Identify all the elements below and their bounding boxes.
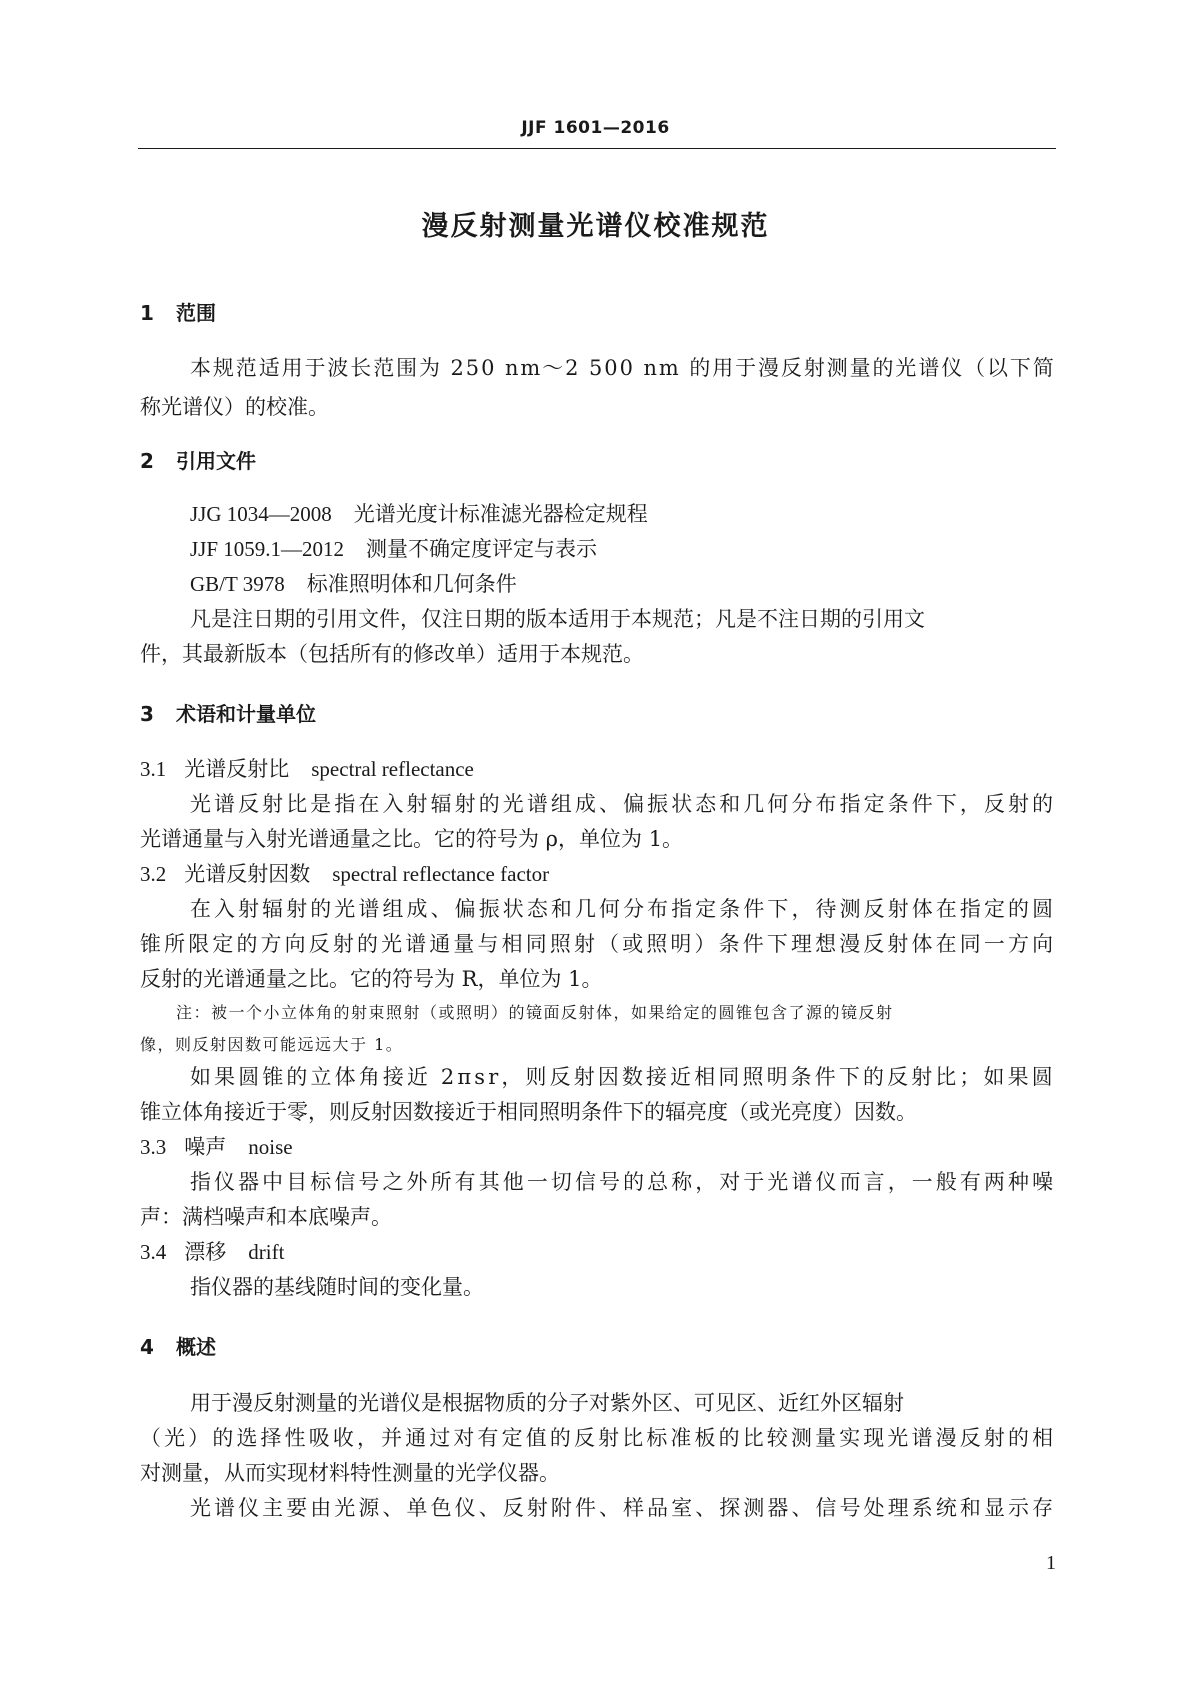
section-title: 术语和计量单位 (176, 702, 316, 726)
term-number: 3.4 (140, 1240, 167, 1264)
term-heading (140, 1132, 293, 1162)
term-number: 3.2 (140, 862, 167, 886)
section-title: 引用文件 (176, 449, 256, 473)
term-number: 3.3 (140, 1135, 167, 1159)
reference-item (190, 534, 597, 564)
paragraph-line: 光谱仪主要由光源、单色仪、反射附件、样品室、探测器、信号处理系统和显示存 (190, 1496, 1057, 1520)
paragraph-line: 光谱反射比是指在入射辐射的光谱组成、偏振状态和几何分布指定条件下，反射的 (190, 792, 1057, 816)
paragraph-line: 声：满档噪声和本底噪声。 (140, 1205, 392, 1229)
paragraph-line: 本规范适用于波长范围为 250 nm～2 500 nm 的用于漫反射测量的光谱仪（以下简 (190, 356, 1056, 380)
page-title: 漫反射测量光谱仪校准规范 (421, 211, 770, 242)
term-heading (140, 754, 474, 784)
section-3-heading (140, 699, 316, 729)
paragraph-line: 件，其最新版本（包括所有的修改单）适用于本规范。 (140, 642, 644, 666)
term-english: drift (248, 1240, 285, 1264)
note-line: 像，则反射因数可能远远大于 1。 (140, 1035, 404, 1054)
section-title: 概述 (176, 1335, 216, 1359)
page-number: 1 (1046, 1552, 1056, 1574)
header-rule (138, 148, 1056, 149)
paragraph-line: （光）的选择性吸收，并通过对有定值的反射比标准板的比较测量实现光谱漫反射的相 (140, 1426, 1057, 1450)
paragraph-line: 指仪器中目标信号之外所有其他一切信号的总称，对于光谱仪而言，一般有两种噪 (190, 1170, 1057, 1194)
term-english: spectral reflectance (311, 757, 474, 781)
paragraph-line: 锥所限定的方向反射的光谱通量与相同照射（或照明）条件下理想漫反射体在同一方向 (140, 932, 1057, 956)
reference-name: 测量不确定度评定与表示 (366, 537, 598, 561)
note-line: 注：被一个小立体角的射束照射（或照明）的镜面反射体，如果给定的圆锥包含了源的镜反射 (176, 1003, 894, 1022)
section-number: 1 (140, 301, 154, 325)
reference-item (190, 569, 517, 599)
section-1-heading (140, 298, 216, 328)
paragraph-line: 在入射辐射的光谱组成、偏振状态和几何分布指定条件下，待测反射体在指定的圆 (190, 897, 1057, 921)
reference-name: 光谱光度计标准滤光器检定规程 (353, 502, 648, 526)
term-heading (140, 859, 549, 889)
term-english: spectral reflectance factor (332, 862, 550, 886)
section-number: 3 (140, 702, 154, 726)
section-4-heading (140, 1332, 216, 1362)
section-2-heading (140, 446, 256, 476)
paragraph-line: 锥立体角接近于零，则反射因数接近于相同照明条件下的辐亮度（或光亮度）因数。 (140, 1100, 917, 1124)
reference-item (190, 499, 648, 529)
paragraph-line: 光谱通量与入射光谱通量之比。它的符号为 ρ，单位为 1。 (140, 827, 684, 851)
term-chinese: 噪声 (184, 1135, 227, 1159)
term-number: 3.1 (140, 757, 167, 781)
document-code-header: JJF 1601—2016 (521, 118, 670, 138)
reference-code: GB/T 3978 (190, 572, 285, 596)
term-chinese: 光谱反射比 (184, 757, 290, 781)
section-number: 4 (140, 1335, 154, 1359)
paragraph-line: 指仪器的基线随时间的变化量。 (190, 1275, 484, 1299)
term-heading (140, 1237, 284, 1267)
section-number: 2 (140, 449, 154, 473)
reference-code: JJF 1059.1—2012 (190, 537, 345, 561)
paragraph-line: 对测量，从而实现材料特性测量的光学仪器。 (140, 1461, 560, 1485)
paragraph-line: 如果圆锥的立体角接近 2πsr，则反射因数接近相同照明条件下的反射比；如果圆 (190, 1065, 1056, 1089)
paragraph-line: 反射的光谱通量之比。它的符号为 R，单位为 1。 (140, 967, 603, 991)
section-title: 范围 (176, 301, 216, 325)
reference-code: JJG 1034—2008 (190, 502, 332, 526)
reference-name: 标准照明体和几何条件 (306, 572, 517, 596)
term-chinese: 光谱反射因数 (184, 862, 311, 886)
paragraph-line: 用于漫反射测量的光谱仪是根据物质的分子对紫外区、可见区、近红外区辐射 (190, 1391, 904, 1415)
paragraph-line: 称光谱仪）的校准。 (140, 395, 329, 419)
paragraph-line: 凡是注日期的引用文件，仅注日期的版本适用于本规范；凡是不注日期的引用文 (190, 607, 925, 631)
term-english: noise (248, 1135, 293, 1159)
term-chinese: 漂移 (184, 1240, 227, 1264)
